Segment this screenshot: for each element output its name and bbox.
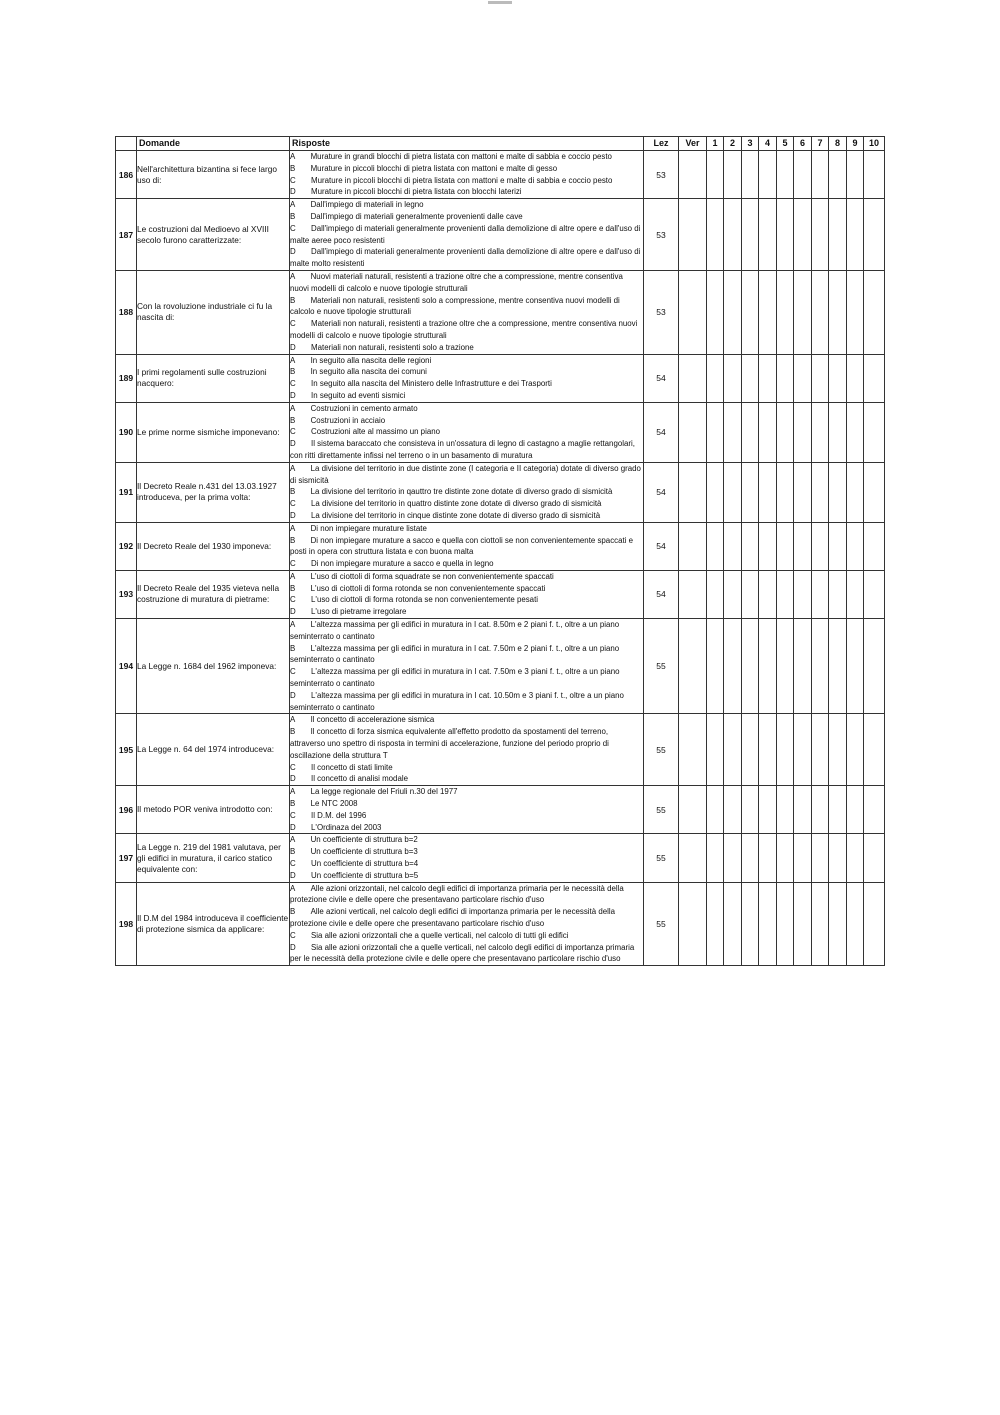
answers-cell [290,882,644,966]
check-cell-3 [742,570,759,618]
check-cell-7 [812,354,829,402]
check-cell-9 [847,462,864,522]
header-col-2: 2 [724,137,742,151]
check-cell-9 [847,151,864,199]
check-cell-9 [847,619,864,714]
table-row [116,402,885,462]
table-row [116,834,885,882]
check-cell-1 [707,462,724,522]
header-col-4: 4 [759,137,777,151]
header-col-10: 10 [864,137,885,151]
question-number: 187 [116,199,137,271]
answer-option: A Nuovi materiali naturali, resistenti a trazione oltre che a compressione, mentre consentiva nuovi modelli di calcolo e nuove tipologie strutturali [290,271,623,293]
answer-option: A L'altezza massima per gli edifici in muratura in I cat. 8.50m e 2 piani f. t., oltre a un piano seminterrato o cantinato [290,620,620,641]
check-cell-9 [847,714,864,786]
check-cell-3 [742,199,759,271]
check-cell-7 [812,619,829,714]
check-cell-10 [864,619,885,714]
check-cell-2 [724,270,742,354]
check-cell-10 [864,402,885,462]
table-row [116,270,885,354]
check-cell-2 [724,354,742,402]
check-cell-3 [742,834,759,882]
check-cell-9 [847,199,864,271]
question-text: Il Decreto Reale n.431 del 13.03.1927 introduceva, per la prima volta: [137,462,290,522]
check-cell-4 [759,462,777,522]
ver-cell [679,522,707,570]
answer-option: B Murature in piccoli blocchi di pietra listata con mattoni e malte di gesso [290,163,558,173]
answer-option: A Il concetto di accelerazione sismica [290,715,435,725]
check-cell-3 [742,882,759,966]
lesson-number: 54 [644,354,679,402]
check-cell-2 [724,834,742,882]
check-cell-9 [847,834,864,882]
question-number: 195 [116,714,137,786]
header-col-6: 6 [794,137,812,151]
check-cell-10 [864,714,885,786]
check-cell-4 [759,619,777,714]
check-cell-5 [777,786,794,834]
check-cell-10 [864,462,885,522]
table-row [116,882,885,966]
check-cell-2 [724,151,742,199]
check-cell-7 [812,570,829,618]
check-cell-10 [864,199,885,271]
check-cell-6 [794,199,812,271]
check-cell-10 [864,522,885,570]
check-cell-5 [777,714,794,786]
header-col-3: 3 [742,137,759,151]
check-cell-2 [724,882,742,966]
check-cell-2 [724,786,742,834]
answer-option: C Il concetto di stati limite [290,762,393,772]
check-cell-8 [829,270,847,354]
check-cell-10 [864,882,885,966]
answer-option: A In seguito alla nascita delle regioni [290,355,432,365]
check-cell-1 [707,199,724,271]
answer-option: C Di non impiegare murature a sacco e quella in legno [290,559,494,569]
question-text: Il Decreto Reale del 1935 vieteva nella costruzione di muratura di pietrame: [137,570,290,618]
check-cell-7 [812,882,829,966]
check-cell-10 [864,270,885,354]
question-number: 190 [116,402,137,462]
ver-cell [679,619,707,714]
question-number: 188 [116,270,137,354]
answer-option: B Di non impiegare murature a sacco e quella con ciottoli se non convenientemente spaccati e posti in opera con struttura listata e con buona malta [290,535,633,557]
question-text: Il D.M del 1984 introduceva il coefficiente di protezione sismica da applicare: [137,882,290,966]
lesson-number: 55 [644,882,679,966]
question-text: La Legge n. 64 del 1974 introduceva: [137,714,290,786]
check-cell-8 [829,151,847,199]
check-cell-6 [794,619,812,714]
answer-option: B Dall'impiego di materiali generalmente provenienti dalle cave [290,211,523,221]
check-cell-3 [742,462,759,522]
lesson-number: 54 [644,462,679,522]
check-cell-5 [777,462,794,522]
question-text: I primi regolamenti sulle costruzioni nacquero: [137,354,290,402]
answer-option: B Le NTC 2008 [290,799,358,809]
check-cell-7 [812,151,829,199]
lesson-number: 55 [644,714,679,786]
question-text: Con la rovoluzione industriale ci fu la nascita di: [137,270,290,354]
check-cell-7 [812,462,829,522]
answers-cell [290,786,644,834]
check-cell-1 [707,619,724,714]
table-row [116,714,885,786]
check-cell-8 [829,354,847,402]
header-col-8: 8 [829,137,847,151]
answer-option: C L'altezza massima per gli edifici in muratura in I cat. 7.50m e 3 piani f. t., oltre a un piano seminterrato o cantinato [290,667,620,689]
check-cell-8 [829,402,847,462]
question-number: 189 [116,354,137,402]
answer-option: A Un coefficiente di struttura b=2 [290,835,418,845]
check-cell-4 [759,151,777,199]
check-cell-6 [794,882,812,966]
lesson-number: 54 [644,402,679,462]
check-cell-5 [777,354,794,402]
answer-option: A Costruzioni in cemento armato [290,403,418,413]
check-cell-6 [794,522,812,570]
check-cell-2 [724,619,742,714]
answer-option: C Dall'impiego di materiali generalmente provenienti dalla demolizione di altre opere e dall'uso di malte aeree poco resistenti [290,223,641,245]
answer-option: A La divisione del territorio in due distinte zone (I categoria e II categoria) dotate di diverso grado di sismicità [290,463,641,485]
answer-option: C L'uso di ciottoli di forma rotonda se non convenientemente pesati [290,595,539,605]
check-cell-6 [794,834,812,882]
ver-cell [679,199,707,271]
check-cell-7 [812,714,829,786]
check-cell-8 [829,522,847,570]
check-cell-1 [707,151,724,199]
check-cell-9 [847,354,864,402]
header-risposte: Risposte [290,137,644,151]
check-cell-5 [777,402,794,462]
check-cell-8 [829,834,847,882]
table-header-row [116,137,885,151]
question-text: Nell'architettura bizantina si fece largo uso di: [137,151,290,199]
check-cell-6 [794,354,812,402]
check-cell-9 [847,270,864,354]
ver-cell [679,402,707,462]
check-cell-6 [794,402,812,462]
check-cell-7 [812,270,829,354]
check-cell-1 [707,354,724,402]
question-text: Le costruzioni dal Medioevo al XVIII secolo furono caratterizzate: [137,199,290,271]
check-cell-2 [724,714,742,786]
check-cell-3 [742,522,759,570]
check-cell-1 [707,402,724,462]
check-cell-1 [707,270,724,354]
answer-option: D L'Ordinaza del 2003 [290,822,382,832]
check-cell-1 [707,882,724,966]
answer-option: C Costruzioni alte al massimo un piano [290,427,440,437]
check-cell-5 [777,199,794,271]
answer-option: B Il concetto di forza sismica equivalente all'effetto prodotto da spostamenti del terreno, attraverso uno spettro di risposta in termini di accelerazione, funzione del periodo proprio di oscillazione della struttura T [290,727,609,760]
answers-cell [290,570,644,618]
lesson-number: 53 [644,199,679,271]
check-cell-3 [742,354,759,402]
check-cell-8 [829,199,847,271]
table-row [116,462,885,522]
check-cell-9 [847,786,864,834]
answer-option: B Materiali non naturali, resistenti solo a compressione, mentre consentiva nuovi modelli di calcolo e nuove tipologie strutturali [290,295,620,317]
table-body [116,151,885,966]
check-cell-6 [794,151,812,199]
check-cell-4 [759,786,777,834]
question-text: Le prime norme sismiche imponevano: [137,402,290,462]
question-text: La Legge n. 1684 del 1962 imponeva: [137,619,290,714]
check-cell-3 [742,786,759,834]
ver-cell [679,786,707,834]
answer-option: C In seguito alla nascita del Ministero delle Infrastrutture e dei Trasporti [290,379,552,389]
header-col-1: 1 [707,137,724,151]
check-cell-8 [829,882,847,966]
check-cell-5 [777,270,794,354]
question-number: 186 [116,151,137,199]
lesson-number: 54 [644,570,679,618]
check-cell-8 [829,462,847,522]
answers-cell [290,619,644,714]
check-cell-1 [707,714,724,786]
answers-cell [290,462,644,522]
check-cell-8 [829,570,847,618]
top-marker [488,1,512,4]
table-row [116,786,885,834]
answer-option: A Di non impiegare murature listate [290,523,427,533]
check-cell-3 [742,270,759,354]
check-cell-4 [759,882,777,966]
answer-option: D Il sistema baraccato che consisteva in un'ossatura di legno di castagno a maglie rettangolari, con ritti direttamente infissi nel terreno o in un basamento di muratura [290,439,635,460]
questions-table [115,136,885,966]
answer-option: B L'altezza massima per gli edifici in muratura in I cat. 7.50m e 2 piani f. t., oltre a un piano seminterrato o cantinato [290,643,620,665]
table-row [116,570,885,618]
check-cell-5 [777,522,794,570]
check-cell-4 [759,570,777,618]
answer-option: D Sia alle azioni orizzontali che a quelle verticali, nel calcolo degli edifici di importanza primaria per le necessità della protezione civile e delle opere che presentavano particolare rischio d'uso [290,942,635,964]
answer-option: A Murature in grandi blocchi di pietra listata con mattoni e malte di sabbia e coccio pesto [290,152,612,161]
answer-option: D Materiali non naturali, resistenti solo a trazione [290,342,474,352]
answer-option: C Sia alle azioni orizzontali che a quelle verticali, nel calcolo di tutti gli edifici [290,930,569,940]
answer-option: D Murature in piccoli blocchi di pietra listata con blocchi laterizi [290,187,522,197]
check-cell-8 [829,714,847,786]
check-cell-1 [707,834,724,882]
check-cell-6 [794,714,812,786]
table-row [116,619,885,714]
check-cell-5 [777,570,794,618]
question-number: 191 [116,462,137,522]
check-cell-4 [759,522,777,570]
check-cell-4 [759,714,777,786]
answer-option: B Costruzioni in acciaio [290,415,386,425]
check-cell-6 [794,786,812,834]
question-text: Il metodo POR veniva introdotto con: [137,786,290,834]
answer-option: C Materiali non naturali, resistenti a trazione oltre che a compressione, mentre consentiva nuovi modelli di calcolo e nuove tipologie strutturali [290,319,638,340]
answer-option: B L'uso di ciottoli di forma rotonda se non convenientemente spaccati [290,583,546,593]
check-cell-8 [829,786,847,834]
ver-cell [679,834,707,882]
check-cell-9 [847,522,864,570]
question-number: 194 [116,619,137,714]
check-cell-4 [759,199,777,271]
header-domande: Domande [137,137,290,151]
question-number: 193 [116,570,137,618]
header-col-7: 7 [812,137,829,151]
ver-cell [679,151,707,199]
answer-option: D Dall'impiego di materiali generalmente provenienti dalla demolizione di altre opere e dall'uso di malte molto resistenti [290,247,641,269]
check-cell-9 [847,570,864,618]
lesson-number: 55 [644,834,679,882]
question-text: Il Decreto Reale del 1930 imponeva: [137,522,290,570]
question-text: La Legge n. 219 del 1981 valutava, per gli edifici in muratura, il carico statico equivalente con: [137,834,290,882]
ver-cell [679,354,707,402]
answer-option: D Il concetto di analisi modale [290,774,408,784]
answers-cell [290,199,644,271]
check-cell-6 [794,270,812,354]
check-cell-4 [759,270,777,354]
answers-cell [290,151,644,199]
check-cell-1 [707,570,724,618]
check-cell-7 [812,786,829,834]
answer-option: C Un coefficiente di struttura b=4 [290,859,419,869]
table-row [116,354,885,402]
check-cell-1 [707,786,724,834]
answers-cell [290,402,644,462]
check-cell-5 [777,151,794,199]
check-cell-5 [777,834,794,882]
answer-option: B In seguito alla nascita dei comuni [290,367,427,377]
lesson-number: 54 [644,522,679,570]
question-number: 192 [116,522,137,570]
check-cell-5 [777,619,794,714]
question-number: 197 [116,834,137,882]
ver-cell [679,714,707,786]
check-cell-2 [724,402,742,462]
ver-cell [679,570,707,618]
answer-option: D Un coefficiente di struttura b=5 [290,870,419,880]
lesson-number: 55 [644,786,679,834]
question-number: 196 [116,786,137,834]
check-cell-1 [707,522,724,570]
table-row [116,151,885,199]
table-row [116,199,885,271]
check-cell-4 [759,834,777,882]
check-cell-4 [759,354,777,402]
lesson-number: 53 [644,151,679,199]
header-ver: Ver [679,137,707,151]
answer-option: C Il D.M. del 1996 [290,810,367,820]
answer-option: A L'uso di ciottoli di forma squadrate se non convenientemente spaccati [290,571,554,581]
answer-option: D In seguito ad eventi sismici [290,390,406,400]
check-cell-3 [742,714,759,786]
check-cell-4 [759,402,777,462]
check-cell-6 [794,462,812,522]
answer-option: B La divisione del territorio in qauttro tre distinte zone dotate di diverso grado di sismicità [290,487,613,497]
answers-cell [290,522,644,570]
check-cell-3 [742,402,759,462]
check-cell-10 [864,354,885,402]
check-cell-10 [864,786,885,834]
check-cell-3 [742,619,759,714]
check-cell-10 [864,570,885,618]
answer-option: C Murature in piccoli blocchi di pietra listata con mattoni e malte di sabbia e coccio pesto [290,175,613,185]
check-cell-8 [829,619,847,714]
check-cell-3 [742,151,759,199]
answers-cell [290,354,644,402]
answer-option: D La divisione del territorio in cinque distinte zone dotate di diverso grado di sismicità [290,510,601,520]
ver-cell [679,462,707,522]
check-cell-2 [724,522,742,570]
header-num [116,137,137,151]
check-cell-7 [812,834,829,882]
check-cell-10 [864,834,885,882]
answer-option: A Alle azioni orizzontali, nel calcolo degli edifici di importanza primaria per le necessità della protezione civile e delle opere che presentavano particolare rischio d'uso [290,883,624,905]
table-row [116,522,885,570]
answer-option: D L'uso di pietrame irregolare [290,607,407,617]
answer-option: C La divisione del territorio in quattro distinte zone dotate di diverso grado di sismicità [290,499,602,509]
question-number: 198 [116,882,137,966]
check-cell-9 [847,402,864,462]
check-cell-6 [794,570,812,618]
lesson-number: 53 [644,270,679,354]
check-cell-2 [724,199,742,271]
header-col-5: 5 [777,137,794,151]
lesson-number: 55 [644,619,679,714]
header-lez: Lez [644,137,679,151]
answer-option: A La legge regionale del Friuli n.30 del 1977 [290,787,458,797]
answers-cell [290,834,644,882]
answer-option: A Dall'impiego di materiali in legno [290,200,424,210]
check-cell-5 [777,882,794,966]
answers-cell [290,270,644,354]
header-col-9: 9 [847,137,864,151]
check-cell-2 [724,570,742,618]
check-cell-10 [864,151,885,199]
check-cell-7 [812,522,829,570]
check-cell-9 [847,882,864,966]
check-cell-7 [812,402,829,462]
answer-option: B Un coefficiente di struttura b=3 [290,847,418,857]
ver-cell [679,882,707,966]
check-cell-7 [812,199,829,271]
answers-cell [290,714,644,786]
answer-option: B Alle azioni verticali, nel calcolo degli edifici di importanza primaria per le necessità della protezione civile e delle opere che presentavano particolare rischio d'uso [290,907,615,928]
answer-option: D L'altezza massima per gli edifici in muratura in I cat. 10.50m e 3 piani f. t., oltre a un piano seminterrato o cantinato [290,690,624,712]
check-cell-2 [724,462,742,522]
ver-cell [679,270,707,354]
